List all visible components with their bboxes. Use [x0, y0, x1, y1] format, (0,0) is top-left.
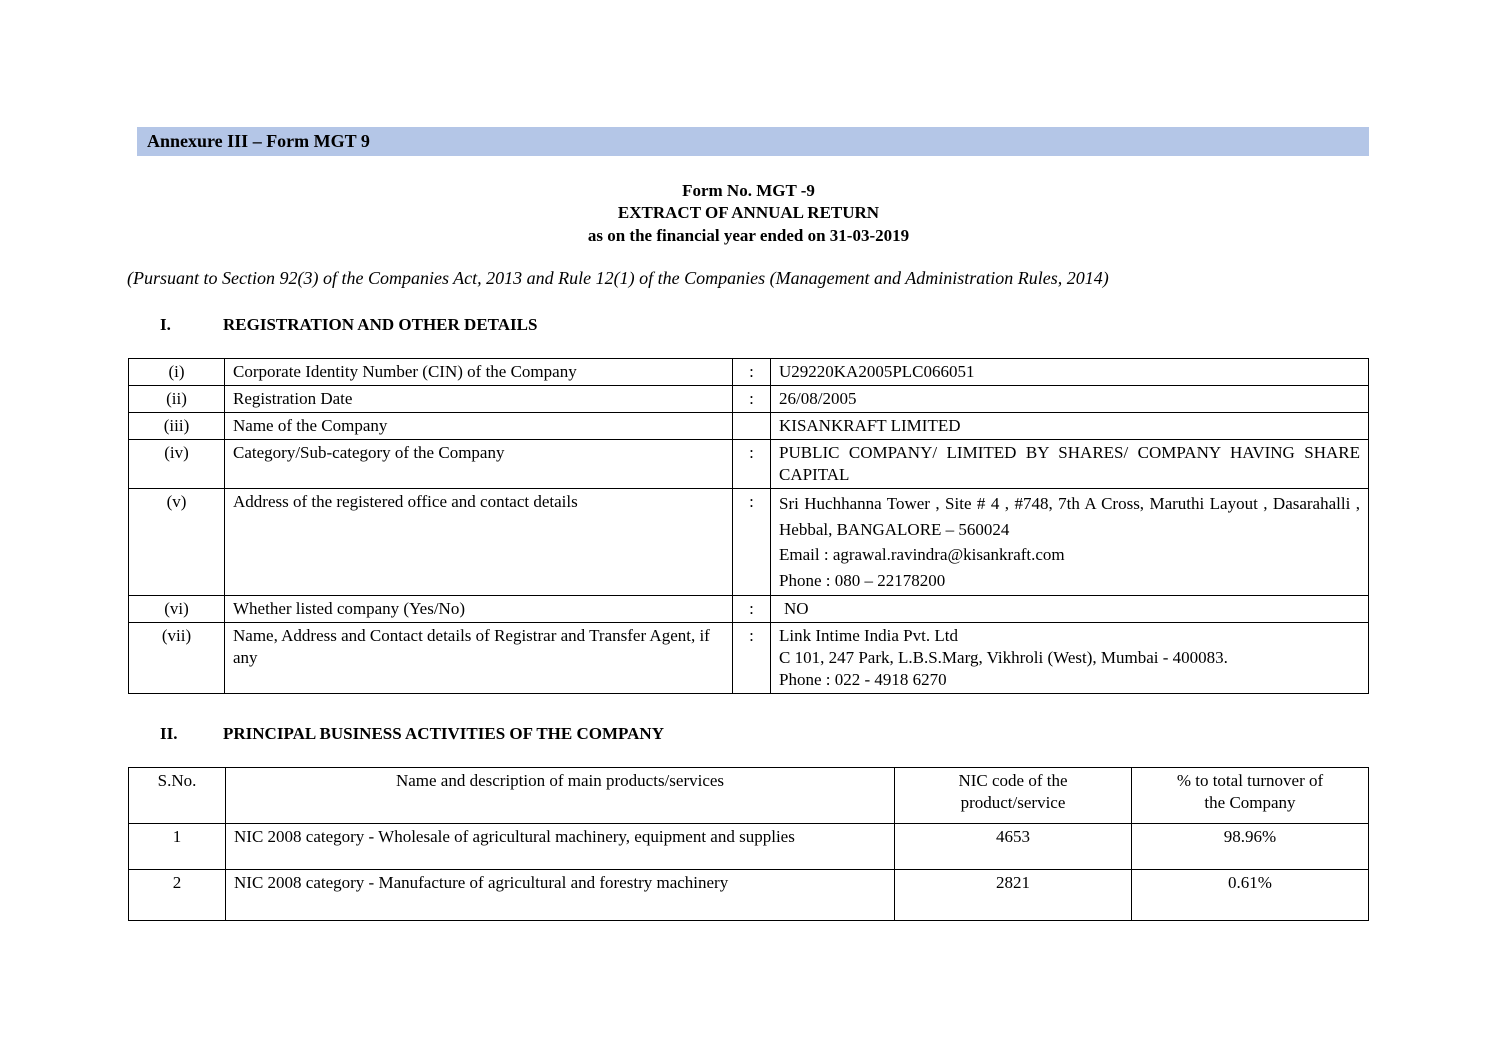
- section-2-number: II.: [160, 724, 178, 743]
- row-index: (vi): [129, 596, 225, 623]
- row-index: (v): [129, 489, 225, 596]
- header-nic: NIC code of the product/service: [895, 768, 1132, 824]
- row-colon: :: [733, 623, 771, 694]
- phone-line: Phone : 080 – 22178200: [779, 570, 946, 590]
- row-index: (iv): [129, 440, 225, 489]
- row-value: 26/08/2005: [771, 386, 1369, 413]
- table-row: [129, 489, 1369, 596]
- row-value: [771, 489, 1369, 596]
- header-sno: S.No.: [129, 768, 226, 824]
- section-2-label: PRINCIPAL BUSINESS ACTIVITIES OF THE COMPANY: [223, 724, 664, 743]
- cell-nic: 4653: [895, 824, 1132, 870]
- cell-nic: 2821: [895, 870, 1132, 921]
- form-subtitle: EXTRACT OF ANNUAL RETURN: [617, 203, 880, 222]
- row-index: (vii): [129, 623, 225, 694]
- row-colon: [733, 413, 771, 440]
- row-value: KISANKRAFT LIMITED: [771, 413, 1369, 440]
- table-row: [129, 870, 1369, 921]
- annexure-title: Annexure III – Form MGT 9: [137, 127, 1369, 156]
- row-label: Registration Date: [225, 386, 733, 413]
- row-colon: :: [733, 596, 771, 623]
- table-row: [129, 596, 1369, 623]
- table-row: [129, 824, 1369, 870]
- cell-pct: 0.61%: [1132, 870, 1369, 921]
- registration-table: [128, 358, 1369, 694]
- cell-name: NIC 2008 category - Manufacture of agricultural and forestry machinery: [226, 870, 895, 921]
- row-label: Corporate Identity Number (CIN) of the Company: [225, 359, 733, 386]
- row-label: Name of the Company: [225, 413, 733, 440]
- row-colon: :: [733, 359, 771, 386]
- registrar-phone: Phone : 022 - 4918 6270: [779, 670, 947, 689]
- row-label: Whether listed company (Yes/No): [225, 596, 733, 623]
- pursuant-note: (Pursuant to Section 92(3) of the Companies Act, 2013 and Rule 12(1) of the Companies (Management and Administration Rules, 2014): [127, 268, 1109, 288]
- row-colon: :: [733, 440, 771, 489]
- row-index: (ii): [129, 386, 225, 413]
- row-colon: :: [733, 489, 771, 596]
- header-pct: % to total turnover of the Company: [1132, 768, 1369, 824]
- row-label: Name, Address and Contact details of Registrar and Transfer Agent, if any: [225, 623, 733, 694]
- row-index: (iii): [129, 413, 225, 440]
- cell-pct: 98.96%: [1132, 824, 1369, 870]
- email-line: Email : agrawal.ravindra@kisankraft.com: [779, 545, 1065, 564]
- table-row: [129, 386, 1369, 413]
- address-line: Sri Huchhanna Tower , Site # 4 , #748, 7th A Cross, Maruthi Layout , Dasarahalli , Hebbal, BANGALORE – 560024: [779, 494, 1360, 539]
- table-row: [129, 440, 1369, 489]
- cell-sno: 2: [129, 870, 226, 921]
- section-1-label: REGISTRATION AND OTHER DETAILS: [223, 315, 538, 334]
- row-colon: :: [733, 386, 771, 413]
- table-row: [129, 359, 1369, 386]
- registrar-address: C 101, 247 Park, L.B.S.Marg, Vikhroli (West), Mumbai - 400083.: [779, 648, 1228, 667]
- row-value: [771, 623, 1369, 694]
- cell-sno: 1: [129, 824, 226, 870]
- row-index: (i): [129, 359, 225, 386]
- row-label: Category/Sub-category of the Company: [225, 440, 733, 489]
- business-activities-table: [128, 767, 1369, 921]
- row-label: Address of the registered office and contact details: [225, 489, 733, 596]
- row-value: U29220KA2005PLC066051: [771, 359, 1369, 386]
- header-name: Name and description of main products/services: [226, 768, 895, 824]
- table-row: [129, 413, 1369, 440]
- row-value: NO: [771, 596, 1369, 623]
- table-row: [129, 623, 1369, 694]
- cell-name: NIC 2008 category - Wholesale of agricultural machinery, equipment and supplies: [226, 824, 895, 870]
- table-header-row: [129, 768, 1369, 824]
- row-value: PUBLIC COMPANY/ LIMITED BY SHARES/ COMPANY HAVING SHARE CAPITAL: [771, 440, 1369, 489]
- form-number: Form No. MGT -9: [682, 181, 815, 200]
- section-1-number: I.: [160, 315, 171, 334]
- registrar-name: Link Intime India Pvt. Ltd: [779, 626, 958, 645]
- form-period: as on the financial year ended on 31-03-2019: [587, 226, 910, 245]
